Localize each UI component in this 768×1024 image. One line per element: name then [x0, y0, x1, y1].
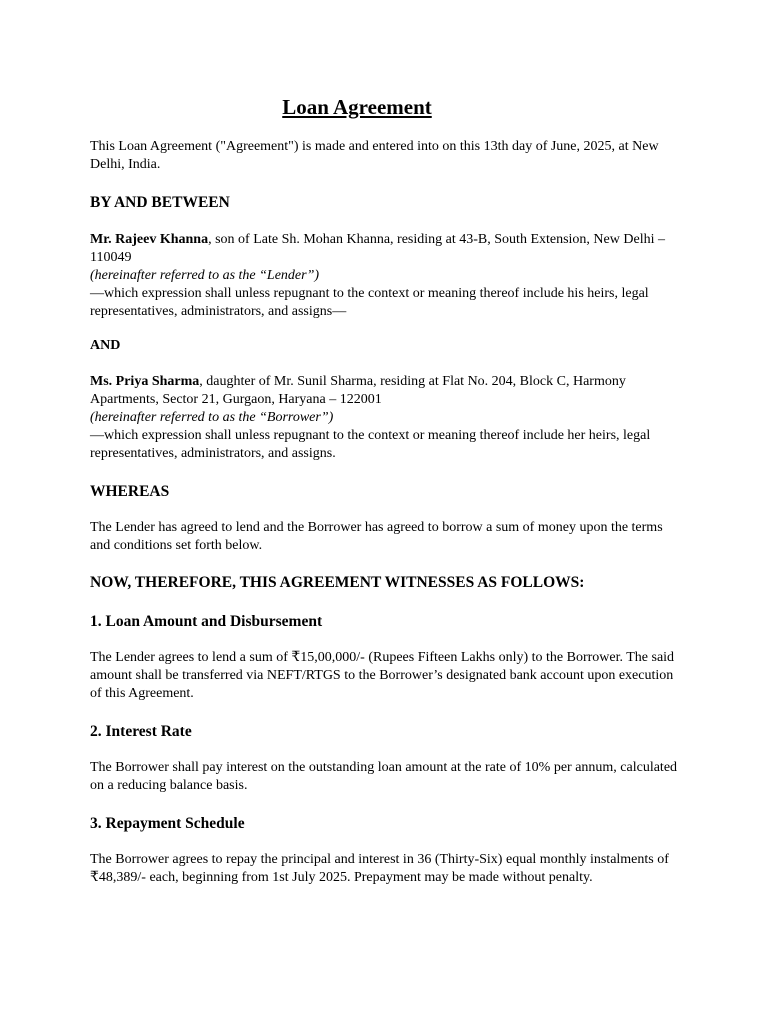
lender-referred: (hereinafter referred to as the “Lender”)	[90, 268, 320, 283]
section-3-heading-text: 3. Repayment Schedule	[90, 815, 245, 832]
lender-name: Mr. Rajeev Khanna	[90, 232, 209, 247]
section-3-paragraph	[90, 851, 680, 887]
witnesses-heading	[90, 573, 680, 593]
lender-expression: —which expression shall unless repugnant to the context or meaning thereof include his heirs, legal representatives, administrators, and assigns—	[90, 286, 649, 319]
section-1-heading-text: 1. Loan Amount and Disbursement	[90, 613, 323, 630]
and-text: AND	[90, 338, 121, 353]
lender-details: , son of Late Sh. Mohan Khanna, residing at 43-B, South Extension, New Delhi – 110049	[90, 232, 665, 265]
section-2-paragraph	[90, 759, 680, 795]
section-3-text: The Borrower agrees to repay the principal and interest in 36 (Thirty-Six) equal monthly instalments of ₹48,389/- each, beginning from 1st July 2025. Prepayment may be made without penalty.	[90, 852, 669, 885]
section-3-heading	[90, 814, 680, 834]
borrower-party-block	[90, 373, 680, 463]
lender-party-block	[90, 231, 680, 321]
section-1-heading	[90, 612, 680, 632]
section-1-text: The Lender agrees to lend a sum of ₹15,00,000/- (Rupees Fifteen Lakhs only) to the Borrower. The said amount shall be transferred via NEFT/RTGS to the Borrower’s designated bank account upon execution of this Agreement.	[90, 650, 675, 701]
borrower-name: Ms. Priya Sharma	[90, 374, 200, 389]
whereas-heading	[90, 482, 680, 502]
section-1-paragraph	[90, 649, 680, 703]
borrower-referred: (hereinafter referred to as the “Borrower”)	[90, 410, 334, 425]
borrower-expression: —which expression shall unless repugnant to the context or meaning thereof include her heirs, legal representatives, administrators, and assigns.	[90, 428, 651, 461]
lender-paragraph	[90, 231, 680, 267]
section-2-heading-text: 2. Interest Rate	[90, 723, 192, 740]
witnesses-text: NOW, THEREFORE, THIS AGREEMENT WITNESSES AS FOLLOWS:	[90, 574, 585, 591]
document-title: Loan Agreement	[282, 95, 432, 119]
and-heading	[90, 337, 680, 355]
whereas-heading-text: WHEREAS	[90, 483, 170, 500]
whereas-paragraph	[90, 519, 680, 555]
intro-text: This Loan Agreement ("Agreement") is made and entered into on this 13th day of June, 2025, at New Delhi, India.	[90, 139, 659, 172]
intro-paragraph	[90, 138, 680, 174]
borrower-details: , daughter of Mr. Sunil Sharma, residing at Flat No. 204, Block C, Harmony Apartments, Sector 21, Gurgaon, Haryana – 122001	[90, 374, 626, 407]
borrower-paragraph	[90, 373, 680, 409]
section-2-text: The Borrower shall pay interest on the outstanding loan amount at the rate of 10% per annum, calculated on a reducing balance basis.	[90, 760, 678, 793]
whereas-text: The Lender has agreed to lend and the Borrower has agreed to borrow a sum of money upon the terms and conditions set forth below.	[90, 520, 663, 553]
by-and-between-text: BY AND BETWEEN	[90, 194, 230, 211]
by-and-between-heading	[90, 193, 680, 213]
section-2-heading	[90, 722, 680, 742]
